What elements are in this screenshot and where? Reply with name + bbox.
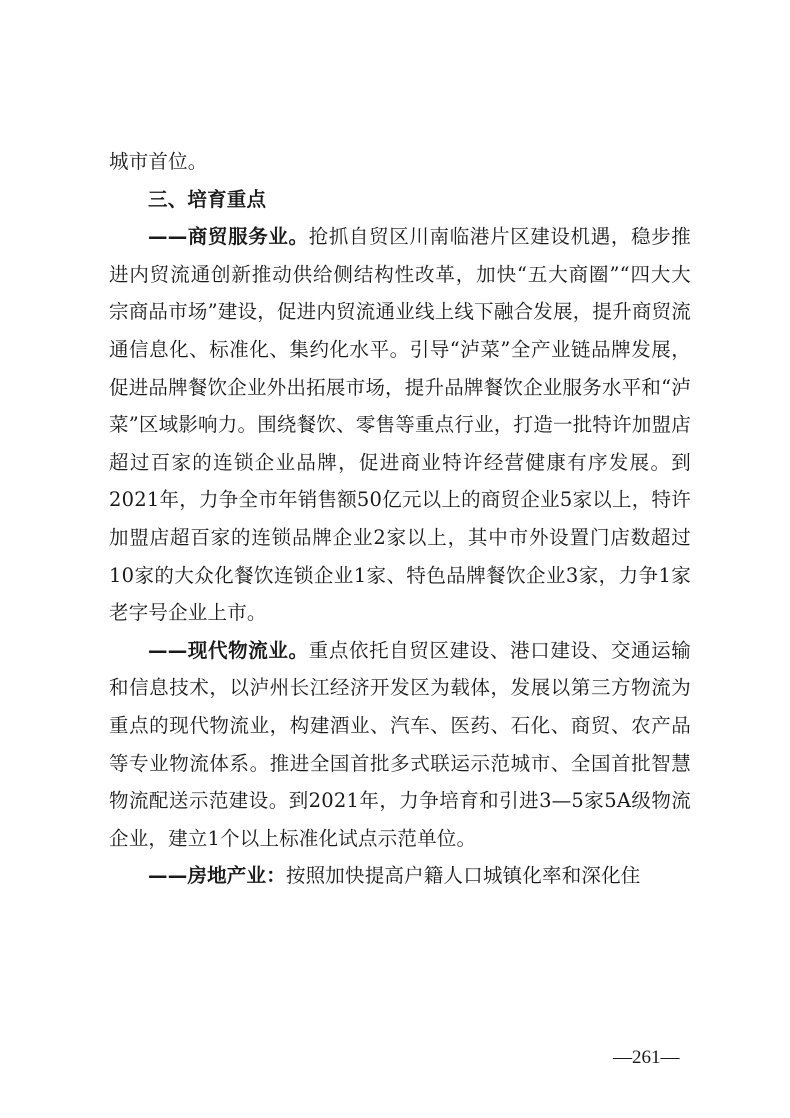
paragraph-body: 按照加快提高户籍人口城镇化率和深化住 bbox=[285, 864, 641, 888]
page-number: —261— bbox=[613, 1047, 680, 1068]
paragraph-lead: ——房地产业： bbox=[148, 864, 286, 888]
section-heading: 三、培育重点 bbox=[148, 187, 267, 211]
body-text bbox=[109, 143, 691, 895]
paragraph-commerce bbox=[109, 218, 691, 632]
paragraph-lead: ——现代物流业。 bbox=[148, 638, 309, 662]
paragraph-body: 重点依托自贸区建设、港口建设、交通运输和信息技术，以泸州长江经济开发区为载体，发展以第三方物流为重点的现代物流业，构建酒业、汽车、医药、石化、商贸、农产品等专业物流体系。推进全国首批多式联运示范城市、全国首批智慧物流配送示范建设。到2021年，力争培育和引进3—5家5A级物流企业，建立1个以上标准化试点示范单位。 bbox=[109, 638, 691, 850]
paragraph-logistics bbox=[109, 632, 691, 858]
paragraph-real-estate bbox=[109, 857, 691, 895]
continuation-line: 城市首位。 bbox=[109, 150, 208, 173]
paragraph-body: 抢抓自贸区川南临港片区建设机遇，稳步推进内贸流通创新推动供给侧结构性改革，加快“五大商圈”“四大大宗商品市场”建设，促进内贸流通业线上线下融合发展，提升商贸流通信息化、标准化、集约化水平。引导“泸菜”全产业链品牌发展，促进品牌餐饮企业外出拓展市场，提升品牌餐饮企业服务水平和“泸菜”区域影响力。围绕餐饮、零售等重点行业，打造一批特许加盟店超过百家的连锁企业品牌，促进商业特许经营健康有序发展。到2021年，力争全市年销售额50亿元以上的商贸企业5家以上，特许加盟店超百家的连锁品牌企业2家以上，其中市外设置门店数超过10家的大众化餐饮连锁企业1家、特色品牌餐饮企业3家，力争1家老字号企业上市。 bbox=[109, 225, 691, 625]
paragraph-lead: ——商贸服务业。 bbox=[148, 225, 309, 249]
